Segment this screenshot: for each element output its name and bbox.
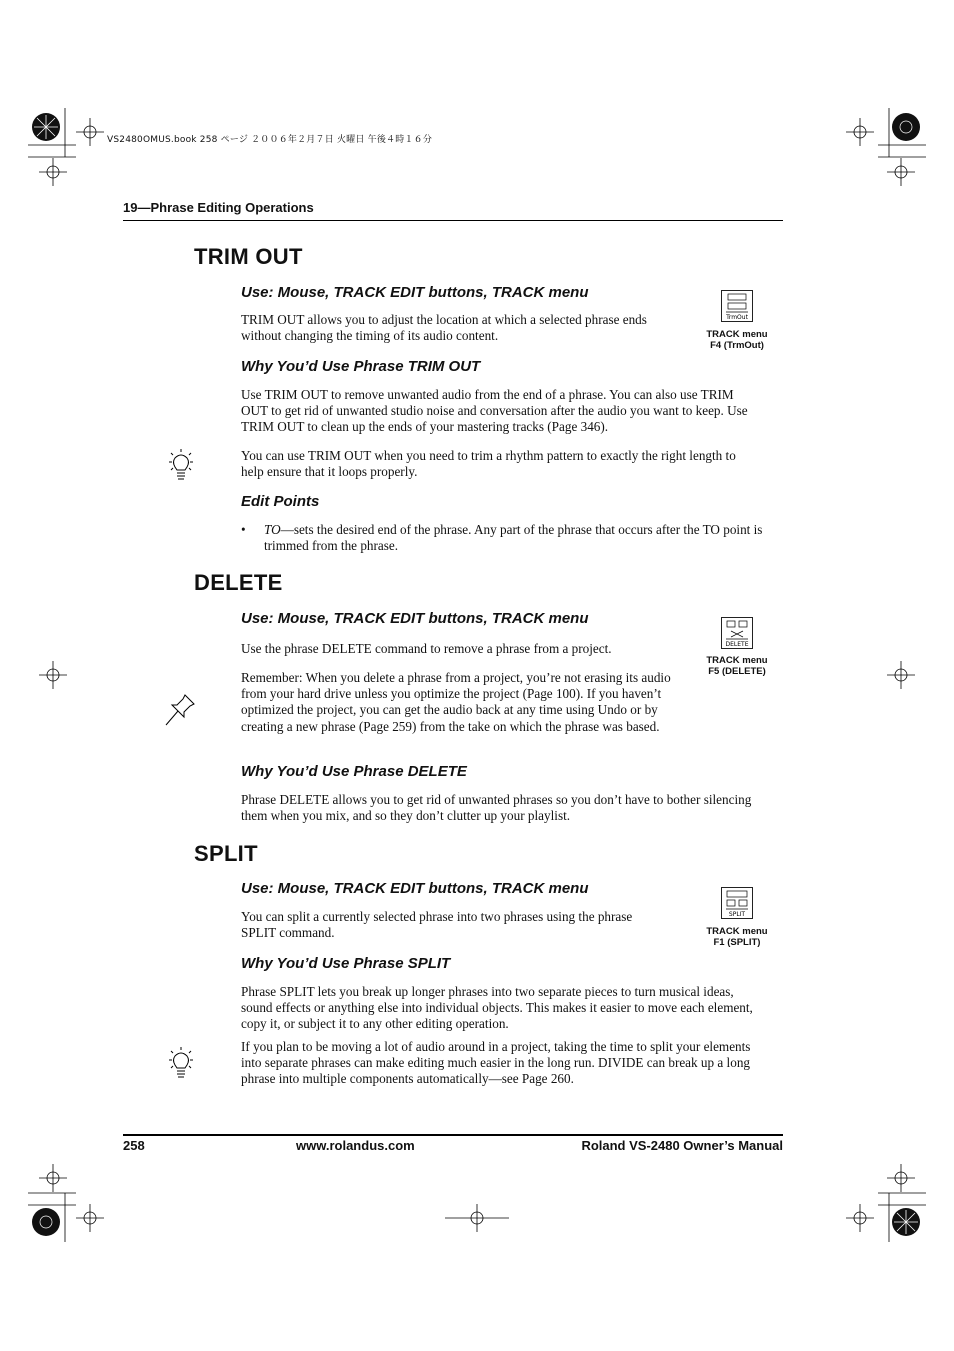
bullet-dot: • — [241, 522, 246, 537]
delete-note-text: Remember: When you delete a phrase from a project, you’re not erasing its audio from your hard drive unless you optimize the project (Page 100). If you haven’t optimized the project, you can get the audio back at any time using Undo or by creating a new phrase (Page 259) from the take on which the phrase was based. — [241, 670, 671, 734]
split-tip-text: If you plan to be moving a lot of audio around in a project, taking the time to split your elements into separate phrases can make editing much easier in the long run. DIVIDE can break up a long phrase into multiple components automatically—see Page 260. — [241, 1039, 751, 1087]
trmout-button-icon — [721, 290, 753, 322]
split-icon-caption-2: F1 (SPLIT) — [713, 937, 761, 948]
edit-point-description: —sets the desired end of the phrase. Any part of the phrase that occurs after the TO point is trimmed from the phrase. — [264, 522, 763, 554]
footer-manual-title: Roland VS-2480 Owner’s Manual — [581, 1138, 783, 1153]
edit-point-to-item — [264, 522, 764, 554]
delete-why-text: Phrase DELETE allows you to get rid of unwanted phrases so you don’t have to bother silencing them when you mix, and so they don’t clutter up your playlist. — [241, 792, 752, 824]
trim-out-why-heading: Why You’d Use Phrase TRIM OUT — [241, 358, 481, 375]
trim-out-tip-text: You can use TRIM OUT when you need to trim a rhythm pattern to exactly the right length to help ensure that it loops properly. — [241, 448, 736, 480]
split-button-icon — [721, 887, 753, 919]
delete-icon-caption-2: F5 (DELETE) — [708, 666, 766, 677]
header-rule — [123, 220, 783, 221]
trim-out-why-text: Use TRIM OUT to remove unwanted audio from the end of a phrase. You can also use TRIM OUT to get rid of unwanted studio noise and conversation after the audio you want to keep. Use TRIM OUT to clean up the ends of your mastering tracks (Page 346). — [241, 387, 748, 435]
split-icon-caption-1: TRACK menu — [706, 926, 768, 937]
split-title: SPLIT — [194, 841, 258, 866]
delete-intro: Use the phrase DELETE command to remove a phrase from a project. — [241, 641, 612, 656]
delete-why-heading: Why You’d Use Phrase DELETE — [241, 763, 467, 780]
footer-url[interactable]: www.rolandus.com — [296, 1138, 415, 1153]
trim-out-use-heading: Use: Mouse, TRACK EDIT buttons, TRACK menu — [241, 284, 589, 301]
chapter-header: 19—Phrase Editing Operations — [123, 200, 314, 215]
trim-out-icon-caption-2: F4 (TrmOut) — [710, 340, 764, 351]
delete-title: DELETE — [194, 570, 283, 595]
edit-points-heading: Edit Points — [241, 493, 320, 510]
edit-point-term: TO — [264, 522, 281, 537]
split-why-text: Phrase SPLIT lets you break up longer phrases into two separate pieces to turn musical ideas, sound effects or anything else into individual objects. This makes it easier to move each element, copy it, or subject it to any other editing operation. — [241, 984, 753, 1032]
split-use-heading: Use: Mouse, TRACK EDIT buttons, TRACK menu — [241, 880, 589, 897]
delete-button-icon — [721, 617, 753, 649]
delete-use-heading: Use: Mouse, TRACK EDIT buttons, TRACK menu — [241, 610, 589, 627]
svg-text:DELETE: DELETE — [725, 641, 749, 648]
svg-text:SPLIT: SPLIT — [728, 911, 746, 918]
trim-out-intro: TRIM OUT allows you to adjust the location at which a selected phrase ends without changing the timing of its audio content. — [241, 312, 647, 344]
trim-out-icon-caption-1: TRACK menu — [706, 329, 768, 340]
split-intro: You can split a currently selected phrase into two phrases using the phrase SPLIT command. — [241, 909, 633, 941]
svg-text:TrmOut: TrmOut — [726, 314, 748, 321]
slug-line: VS2480OMUS.book 258 ページ ２００６年２月７日 火曜日 午後４時１６分 — [107, 135, 433, 145]
footer-rule — [123, 1134, 783, 1136]
page-number: 258 — [123, 1138, 145, 1153]
delete-icon-caption-1: TRACK menu — [706, 655, 768, 666]
lightbulb-icon — [164, 1045, 198, 1081]
trim-out-title: TRIM OUT — [194, 244, 303, 269]
pushpin-icon — [163, 692, 197, 728]
lightbulb-icon — [164, 447, 198, 483]
split-why-heading: Why You’d Use Phrase SPLIT — [241, 955, 451, 972]
